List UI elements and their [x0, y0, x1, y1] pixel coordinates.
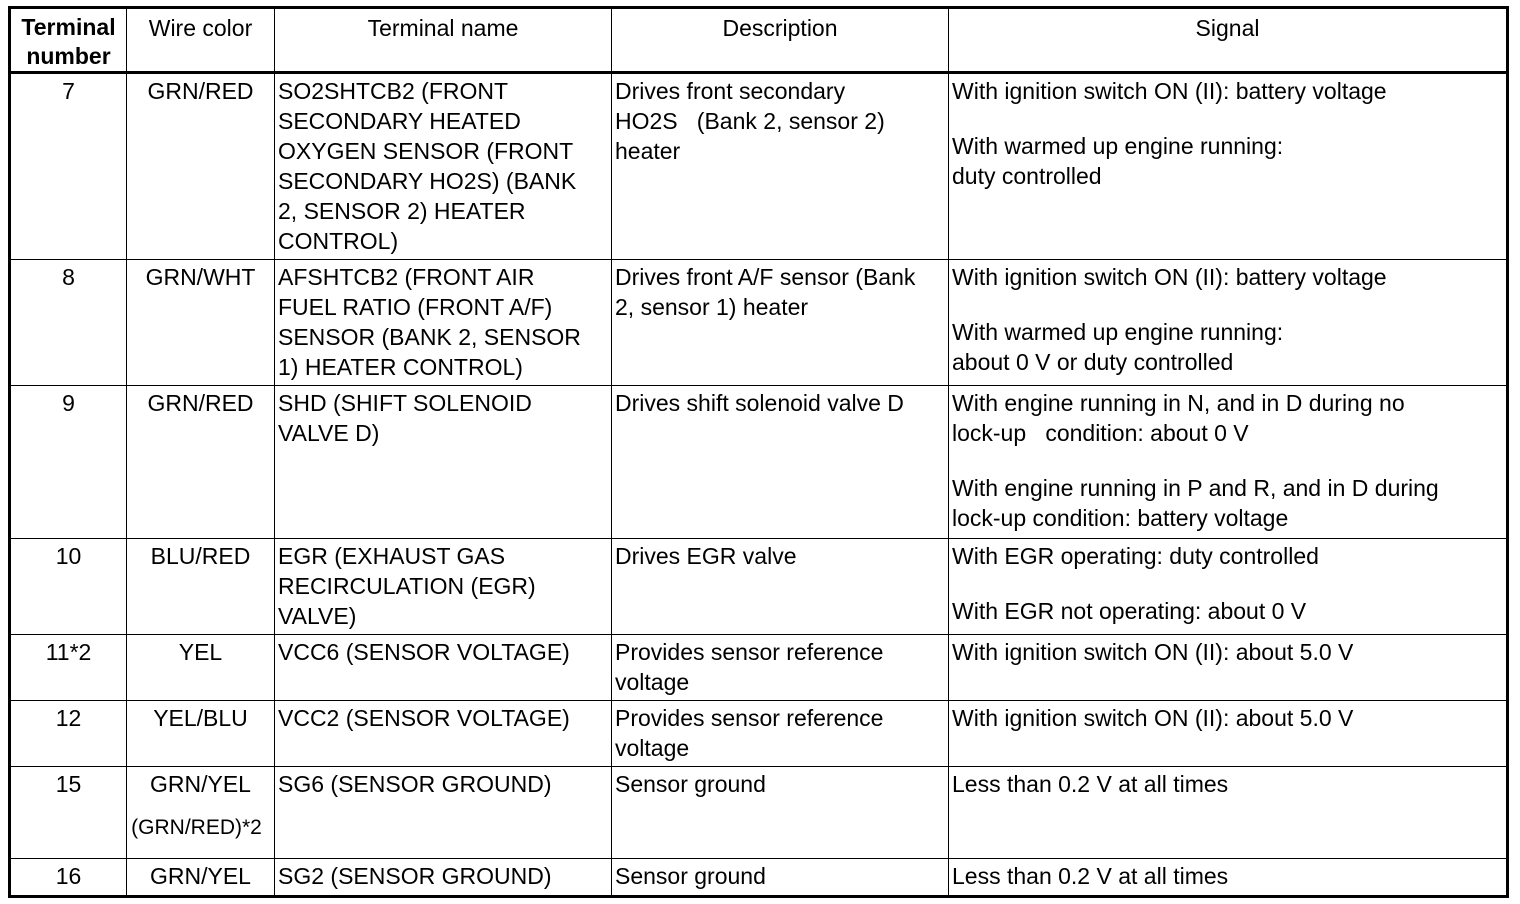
header-wire-color: Wire color: [127, 8, 275, 73]
text-line: duty controlled: [952, 163, 1102, 189]
terminal-name-cell: [275, 859, 612, 897]
text-line: RECIRCULATION (EGR): [278, 573, 536, 599]
text-line: With ignition switch ON (II): about 5.0 V: [952, 705, 1354, 731]
text-line: 16: [55, 863, 82, 889]
text-line: AFSHTCB2 (FRONT AIR: [278, 264, 535, 290]
signal-cell: [949, 635, 1508, 701]
text-line: With EGR operating: duty controlled: [952, 543, 1319, 569]
text-line: FUEL RATIO (FRONT A/F): [278, 294, 553, 320]
signal-paragraph: [952, 388, 1503, 448]
text-line: GRN/RED: [147, 78, 254, 104]
text-line: GRN/YEL: [150, 863, 251, 889]
terminal-number-cell: [10, 73, 127, 260]
text-line: SHD (SHIFT SOLENOID: [278, 390, 532, 416]
text-line: lock-up condition: about 0 V: [952, 420, 1249, 446]
text-line: OXYGEN SENSOR (FRONT: [278, 138, 574, 164]
description-cell: [612, 767, 949, 859]
wire-color-cell: [127, 539, 275, 635]
text-line: lock-up condition: battery voltage: [952, 505, 1289, 531]
signal-paragraph: [952, 262, 1503, 292]
signal-cell: [949, 260, 1508, 386]
text-line: SO2SHTCB2 (FRONT: [278, 78, 509, 104]
signal-cell: [949, 539, 1508, 635]
text-line: Sensor ground: [615, 771, 766, 797]
terminal-number-cell: [10, 635, 127, 701]
description-cell: [612, 73, 949, 260]
text-line: 8: [62, 264, 75, 290]
signal-paragraph: [952, 541, 1503, 571]
text-line: With warmed up engine running:: [952, 319, 1284, 345]
text-line: Less than 0.2 V at all times: [952, 771, 1229, 797]
text-line: GRN/YEL: [150, 771, 251, 797]
terminal-number-cell: [10, 539, 127, 635]
table-row: [10, 539, 1508, 635]
text-line: SENSOR (BANK 2, SENSOR: [278, 324, 581, 350]
signal-cell: [949, 767, 1508, 859]
terminal-name-cell: [275, 73, 612, 260]
table-row: [10, 260, 1508, 386]
text-line: VALVE): [278, 603, 357, 629]
header-terminal-name: Terminal name: [275, 8, 612, 73]
wire-color-cell: [127, 73, 275, 260]
table-row: [10, 859, 1508, 897]
text-line: Less than 0.2 V at all times: [952, 863, 1229, 889]
text-line: CONTROL): [278, 228, 399, 254]
text-line: Provides sensor reference: [615, 705, 884, 731]
signal-cell: [949, 701, 1508, 767]
text-line: 7: [62, 78, 75, 104]
signal-paragraph: [952, 637, 1503, 667]
text-line: 10: [55, 543, 82, 569]
terminal-name-cell: [275, 635, 612, 701]
wire-color-cell: [127, 386, 275, 539]
text-line: EGR (EXHAUST GAS: [278, 543, 506, 569]
header-terminal-number: Terminal number: [10, 8, 127, 73]
table-row: [10, 73, 1508, 260]
text-line: 9: [62, 390, 75, 416]
terminal-number-cell: [10, 859, 127, 897]
signal-paragraph: [952, 473, 1503, 533]
signal-cell: [949, 859, 1508, 897]
description-cell: [612, 859, 949, 897]
text-line: Drives EGR valve: [615, 543, 797, 569]
wire-color-cell: [127, 767, 275, 859]
text-line: 11*2: [45, 639, 92, 665]
signal-paragraph: [952, 769, 1503, 799]
header-description: Description: [612, 8, 949, 73]
header-row: [10, 8, 1508, 73]
text-line: GRN/RED: [147, 390, 254, 416]
table-row: [10, 701, 1508, 767]
text-line: With warmed up engine running:: [952, 133, 1284, 159]
text-line: YEL: [178, 639, 223, 665]
terminal-name-cell: [275, 539, 612, 635]
terminal-name-cell: [275, 701, 612, 767]
wire-color-cell: [127, 260, 275, 386]
text-line: YEL/BLU: [153, 705, 248, 731]
description-cell: [612, 386, 949, 539]
signal-paragraph: [952, 131, 1503, 191]
text-line: 15: [55, 771, 82, 797]
text-line: VCC2 (SENSOR VOLTAGE): [278, 705, 570, 731]
text-line: GRN/WHT: [145, 264, 256, 290]
terminal-number-cell: [10, 260, 127, 386]
text-line: 2, sensor 1) heater: [615, 294, 809, 320]
signal-cell: [949, 73, 1508, 260]
text-line: BLU/RED: [150, 543, 251, 569]
text-line: With engine running in N, and in D during no: [952, 390, 1405, 416]
terminal-name-cell: [275, 260, 612, 386]
text-line: Sensor ground: [615, 863, 766, 889]
text-line: With ignition switch ON (II): battery voltage: [952, 78, 1387, 104]
text-line: VALVE D): [278, 420, 380, 446]
signal-paragraph: [952, 596, 1503, 626]
header-signal: Signal: [949, 8, 1508, 73]
signal-paragraph: [952, 861, 1503, 891]
description-cell: [612, 260, 949, 386]
terminal-number-cell: [10, 701, 127, 767]
text-line: 2, SENSOR 2) HEATER: [278, 198, 526, 224]
table-row: [10, 635, 1508, 701]
text-line: Drives shift solenoid valve D: [615, 390, 904, 416]
signal-paragraph: [952, 703, 1503, 733]
text-line: With engine running in P and R, and in D during: [952, 475, 1439, 501]
text-line: With ignition switch ON (II): battery voltage: [952, 264, 1387, 290]
text-line: With EGR not operating: about 0 V: [952, 598, 1307, 624]
table-row: [10, 386, 1508, 539]
description-cell: [612, 539, 949, 635]
terminal-number-cell: [10, 767, 127, 859]
terminal-name-cell: [275, 767, 612, 859]
text-line: HO2S (Bank 2, sensor 2): [615, 108, 885, 134]
text-line: SECONDARY HO2S) (BANK: [278, 168, 577, 194]
wire-color-cell: [127, 859, 275, 897]
text-line: heater: [615, 138, 681, 164]
signal-cell: [949, 386, 1508, 539]
text-line: 1) HEATER CONTROL): [278, 354, 523, 380]
text-line: Provides sensor reference: [615, 639, 884, 665]
text-line: With ignition switch ON (II): about 5.0 V: [952, 639, 1354, 665]
terminal-name-cell: [275, 386, 612, 539]
description-cell: [612, 701, 949, 767]
wire-color-cell: [127, 701, 275, 767]
text-line: Drives front A/F sensor (Bank: [615, 264, 916, 290]
text-line: SECONDARY HEATED: [278, 108, 521, 134]
text-line: Drives front secondary: [615, 78, 846, 104]
text-line: VCC6 (SENSOR VOLTAGE): [278, 639, 570, 665]
signal-paragraph: [952, 317, 1503, 377]
text-line: SG6 (SENSOR GROUND): [278, 771, 552, 797]
terminal-table: [8, 6, 1509, 898]
signal-paragraph: [952, 76, 1503, 106]
text-line: voltage: [615, 669, 690, 695]
text-line: about 0 V or duty controlled: [952, 349, 1234, 375]
text-line: voltage: [615, 735, 690, 761]
description-cell: [612, 635, 949, 701]
wire-color-alt: (GRN/RED)*2: [131, 816, 262, 839]
terminal-table-sheet: [8, 6, 1506, 896]
text-line: 12: [55, 705, 82, 731]
terminal-number-cell: [10, 386, 127, 539]
text-line: SG2 (SENSOR GROUND): [278, 863, 552, 889]
wire-color-cell: [127, 635, 275, 701]
table-row: [10, 767, 1508, 859]
